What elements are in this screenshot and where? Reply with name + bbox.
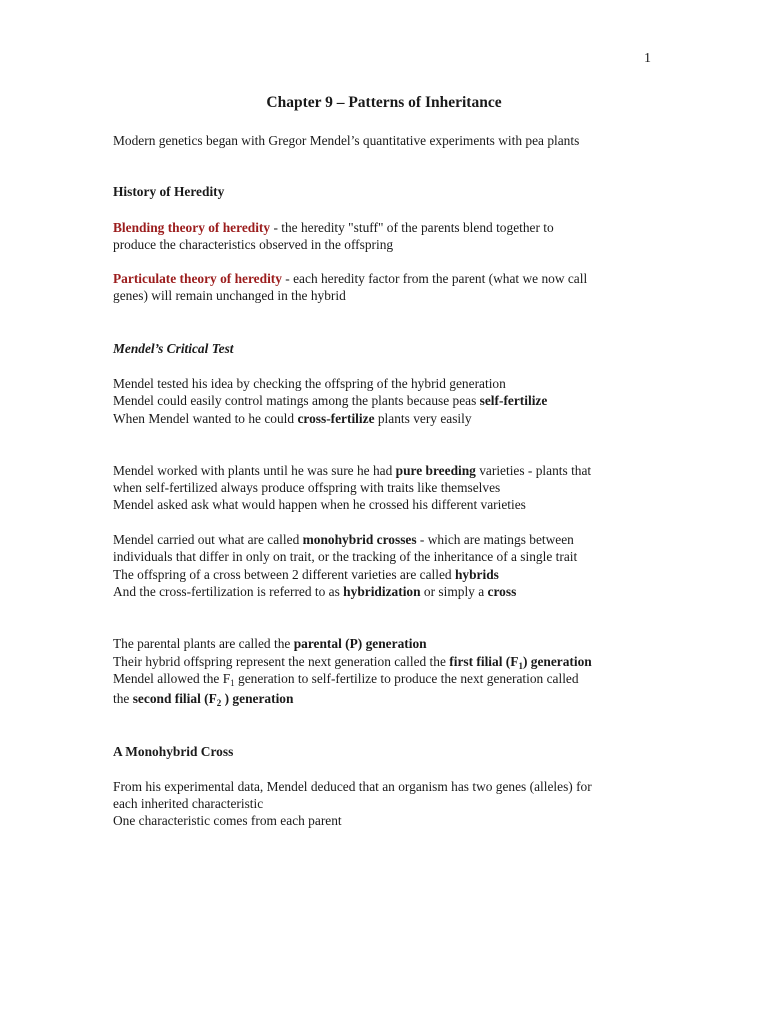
text-run: Mendel could easily control matings among the plants because peas bbox=[113, 393, 480, 408]
section-heading-critical-test bbox=[113, 340, 234, 357]
text-run: Mendel’s Critical Test bbox=[113, 341, 234, 356]
text-run: genes) will remain unchanged in the hybrid bbox=[113, 288, 346, 303]
subscript: 1 bbox=[518, 661, 523, 671]
highlighted-term: Particulate theory of heredity bbox=[113, 271, 282, 286]
paragraph-line bbox=[113, 653, 592, 670]
text-run: plants very easily bbox=[374, 411, 472, 426]
intro-line bbox=[113, 132, 579, 149]
section-heading-monohybrid bbox=[113, 743, 233, 760]
text-run: History of Heredity bbox=[113, 184, 225, 199]
text-run: first filial (F bbox=[449, 654, 519, 669]
paragraph-line bbox=[113, 812, 342, 829]
subscript: 1 bbox=[230, 678, 235, 688]
text-run: Mendel worked with plants until he was sure he had bbox=[113, 463, 396, 478]
text-run: generation to self-fertilize to produce the next generation called bbox=[234, 671, 579, 686]
chapter-title: Chapter 9 – Patterns of Inheritance bbox=[266, 94, 502, 111]
text-run: ) generation bbox=[522, 654, 592, 669]
particulate-theory-line-2 bbox=[113, 287, 346, 304]
text-run: - the heredity "stuff" of the parents blend together to bbox=[270, 220, 554, 235]
paragraph-line bbox=[113, 479, 500, 496]
paragraph-line bbox=[113, 635, 427, 652]
text-run: The offspring of a cross between 2 different varieties are called bbox=[113, 567, 455, 582]
text-run: And the cross-fertilization is referred to as bbox=[113, 584, 344, 599]
text-run: Their hybrid offspring represent the next generation called the bbox=[113, 654, 450, 669]
text-run: The parental plants are called the bbox=[113, 636, 294, 651]
page-number: 1 bbox=[644, 51, 651, 66]
text-run: Mendel allowed the F bbox=[113, 671, 231, 686]
text-run: hybrids bbox=[454, 567, 499, 582]
section-heading-history bbox=[113, 183, 224, 200]
text-run: self-fertilize bbox=[479, 393, 548, 408]
text-run: Mendel carried out what are called bbox=[113, 532, 303, 547]
text-run: cross bbox=[487, 584, 517, 599]
text-run: Modern genetics began with Gregor Mendel’s quantitative experiments with pea plants bbox=[113, 133, 580, 148]
paragraph-line bbox=[113, 566, 499, 583]
paragraph-line bbox=[113, 690, 293, 707]
text-run: When Mendel wanted to he could bbox=[113, 411, 298, 426]
paragraph-line bbox=[113, 496, 526, 513]
text-run: From his experimental data, Mendel deduced that an organism has two genes (alleles) for bbox=[113, 779, 592, 794]
blending-theory-line-2 bbox=[113, 236, 393, 253]
text-run: when self-fertilized always produce offspring with traits like themselves bbox=[113, 480, 501, 495]
paragraph-line bbox=[113, 462, 591, 479]
particulate-theory-line-1 bbox=[113, 270, 587, 287]
text-run: parental (P) generation bbox=[293, 636, 427, 651]
text-run: One characteristic comes from each parent bbox=[113, 813, 342, 828]
blending-theory-line-1 bbox=[113, 219, 554, 236]
paragraph-line bbox=[113, 531, 574, 548]
text-run: individuals that differ in only on trait, or the tracking of the inheritance of a single trait bbox=[113, 549, 578, 564]
text-run: or simply a bbox=[420, 584, 488, 599]
text-run: monohybrid crosses bbox=[302, 532, 417, 547]
paragraph-line bbox=[113, 670, 579, 687]
paragraph-line bbox=[113, 583, 516, 600]
highlighted-term: Blending theory of heredity bbox=[113, 220, 271, 235]
text-run: varieties - plants that bbox=[475, 463, 592, 478]
paragraph-line bbox=[113, 778, 592, 795]
paragraph-line bbox=[113, 375, 506, 392]
text-run: ) generation bbox=[221, 691, 294, 706]
text-run: - each heredity factor from the parent (what we now call bbox=[281, 271, 588, 286]
text-run: A Monohybrid Cross bbox=[113, 744, 234, 759]
text-run: cross-fertilize bbox=[297, 411, 375, 426]
text-run: hybridization bbox=[343, 584, 421, 599]
text-run: each inherited characteristic bbox=[113, 796, 264, 811]
text-run: second filial (F bbox=[132, 691, 217, 706]
text-run: produce the characteristics observed in the offspring bbox=[113, 237, 394, 252]
paragraph-line bbox=[113, 795, 263, 812]
text-run: pure breeding bbox=[395, 463, 476, 478]
text-run: Mendel tested his idea by checking the offspring of the hybrid generation bbox=[113, 376, 506, 391]
paragraph-line bbox=[113, 548, 577, 565]
paragraph-line bbox=[113, 392, 547, 409]
text-run: - which are matings between bbox=[416, 532, 574, 547]
text-run: the bbox=[113, 691, 133, 706]
text-run: Mendel asked ask what would happen when he crossed his different varieties bbox=[113, 497, 526, 512]
subscript: 2 bbox=[216, 698, 222, 708]
paragraph-line bbox=[113, 410, 472, 427]
